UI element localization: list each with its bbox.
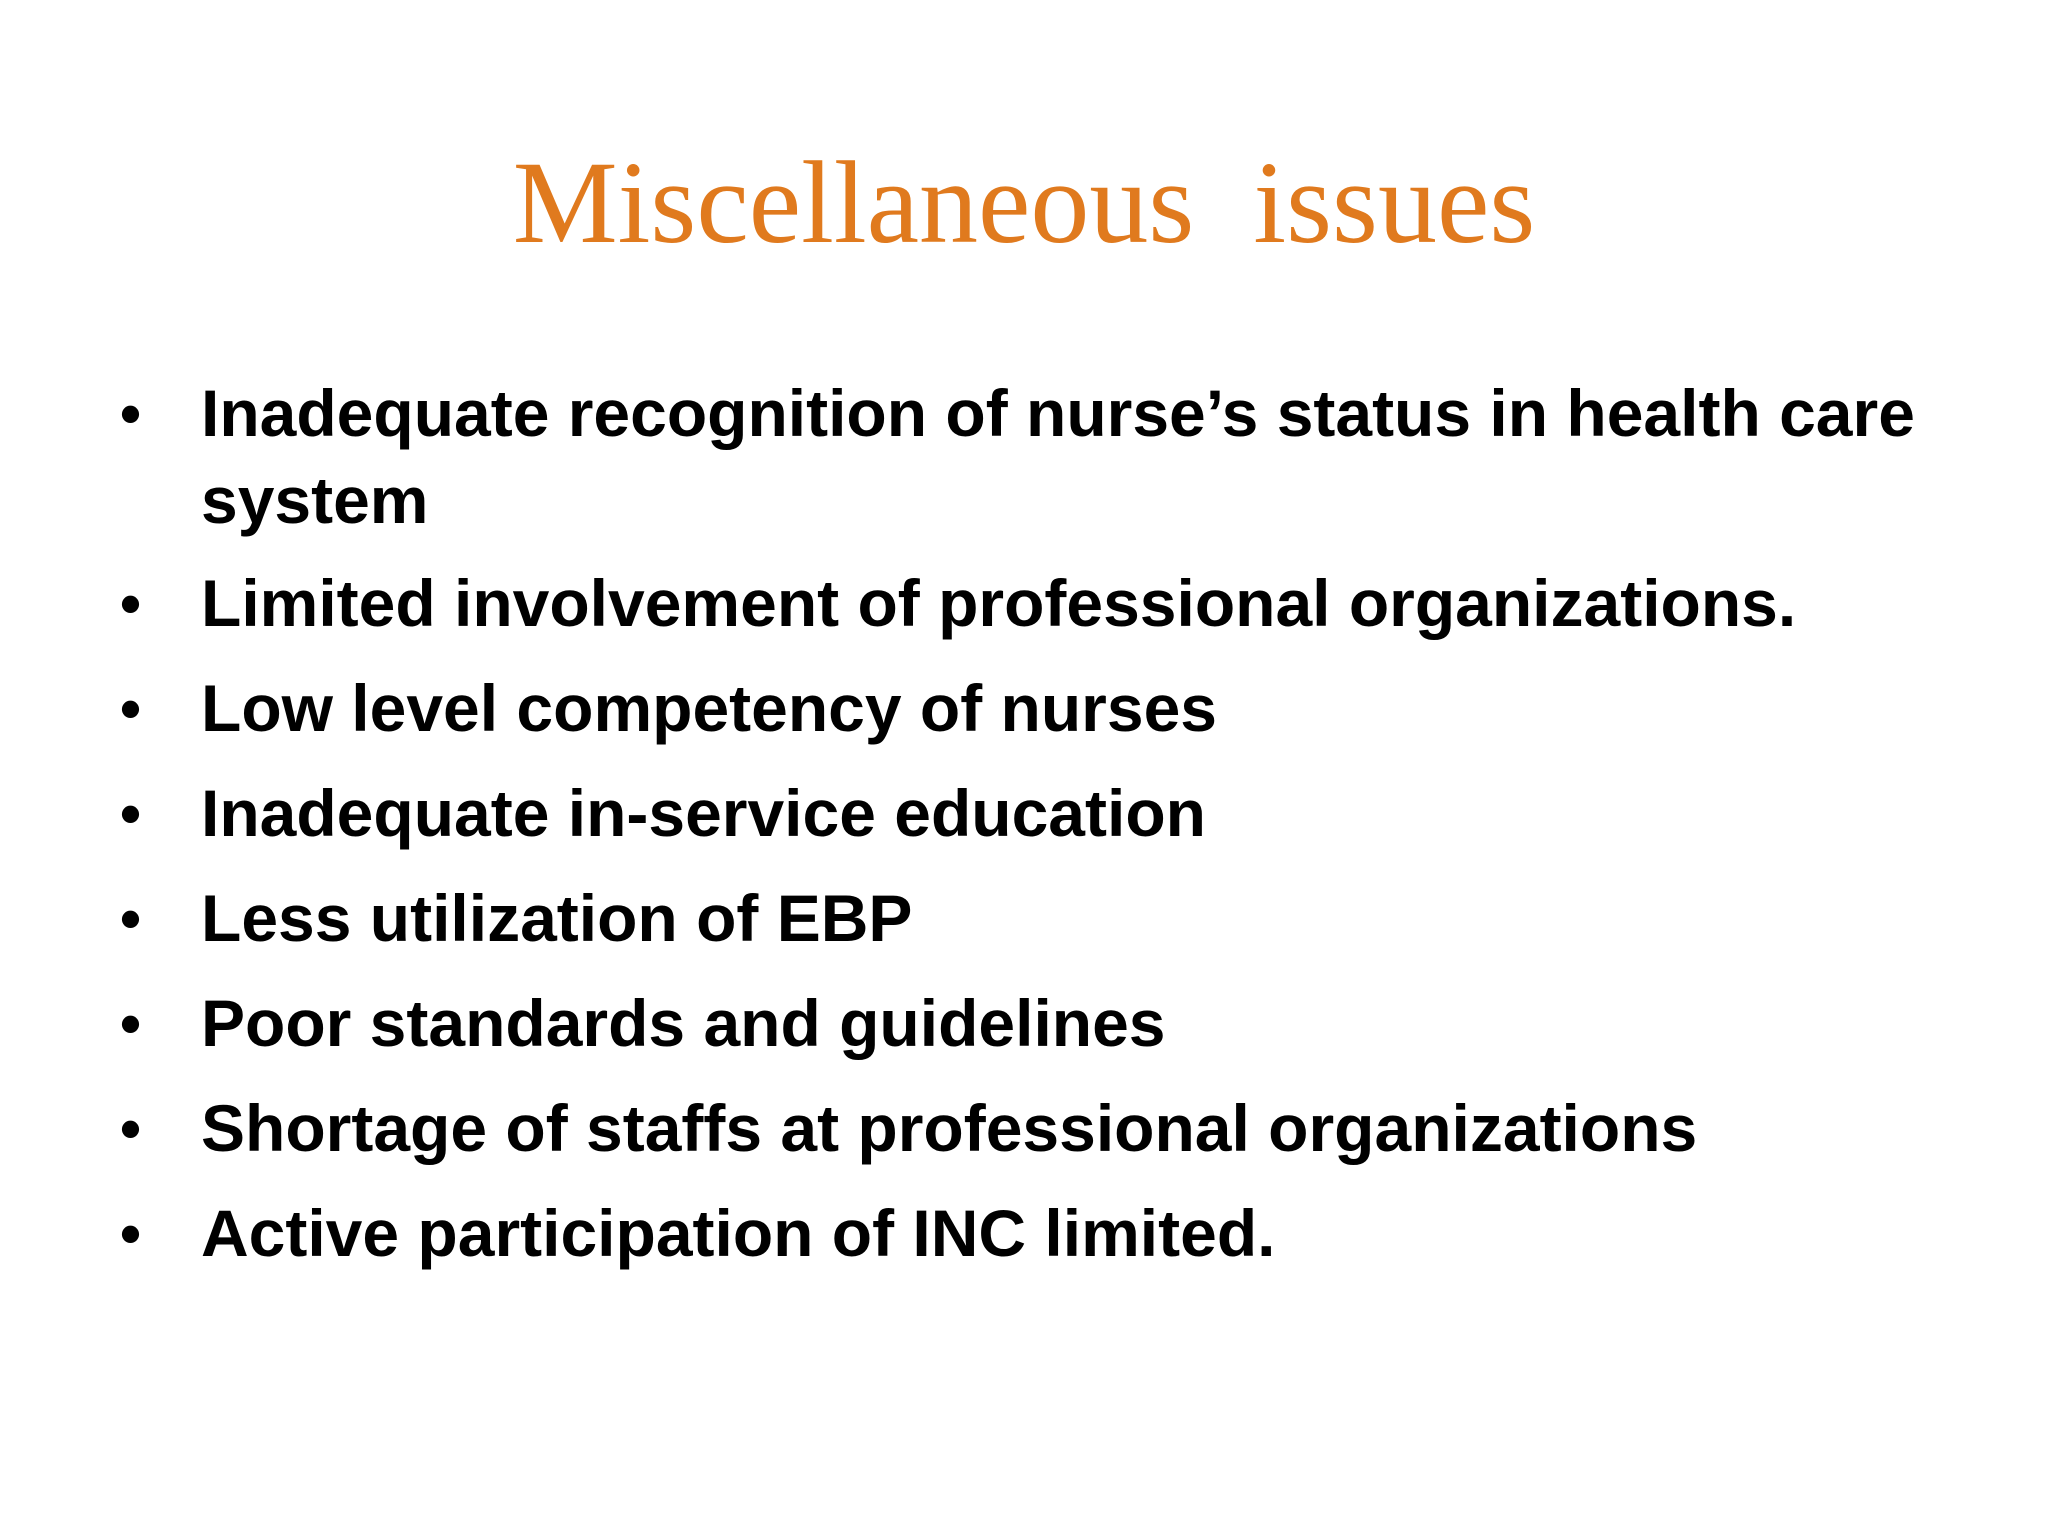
list-item-text: Inadequate in-service education <box>201 776 1206 850</box>
bullet-icon: • <box>120 780 142 847</box>
list-item-text: Less utilization of EBP <box>201 881 913 955</box>
bullet-icon: • <box>120 1200 142 1267</box>
bullet-icon: • <box>120 675 142 742</box>
bullet-icon: • <box>120 1095 142 1162</box>
bullet-icon: • <box>120 570 142 637</box>
list-item-text: Poor standards and guidelines <box>201 986 1166 1060</box>
list-item <box>120 1190 1980 1277</box>
bullet-icon: • <box>120 380 142 447</box>
list-item-text: Active participation of INC limited. <box>201 1196 1276 1270</box>
list-item <box>120 770 1980 857</box>
list-item <box>120 665 1980 752</box>
list-item-text: Inadequate recognition of nurse’s status in health care system <box>201 376 1915 537</box>
list-item <box>120 370 1980 544</box>
list-item-text: Shortage of staffs at professional organizations <box>201 1091 1698 1165</box>
slide-title: Miscellaneous issues <box>512 137 1536 268</box>
bullet-icon: • <box>120 885 142 952</box>
list-item <box>120 560 1980 647</box>
list-item-text: Low level competency of nurses <box>201 671 1217 745</box>
list-item <box>120 875 1980 962</box>
bullet-list <box>120 370 1980 1295</box>
list-item <box>120 1085 1980 1172</box>
list-item-text: Limited involvement of professional organizations. <box>201 566 1797 640</box>
list-item <box>120 980 1980 1067</box>
bullet-icon: • <box>120 990 142 1057</box>
